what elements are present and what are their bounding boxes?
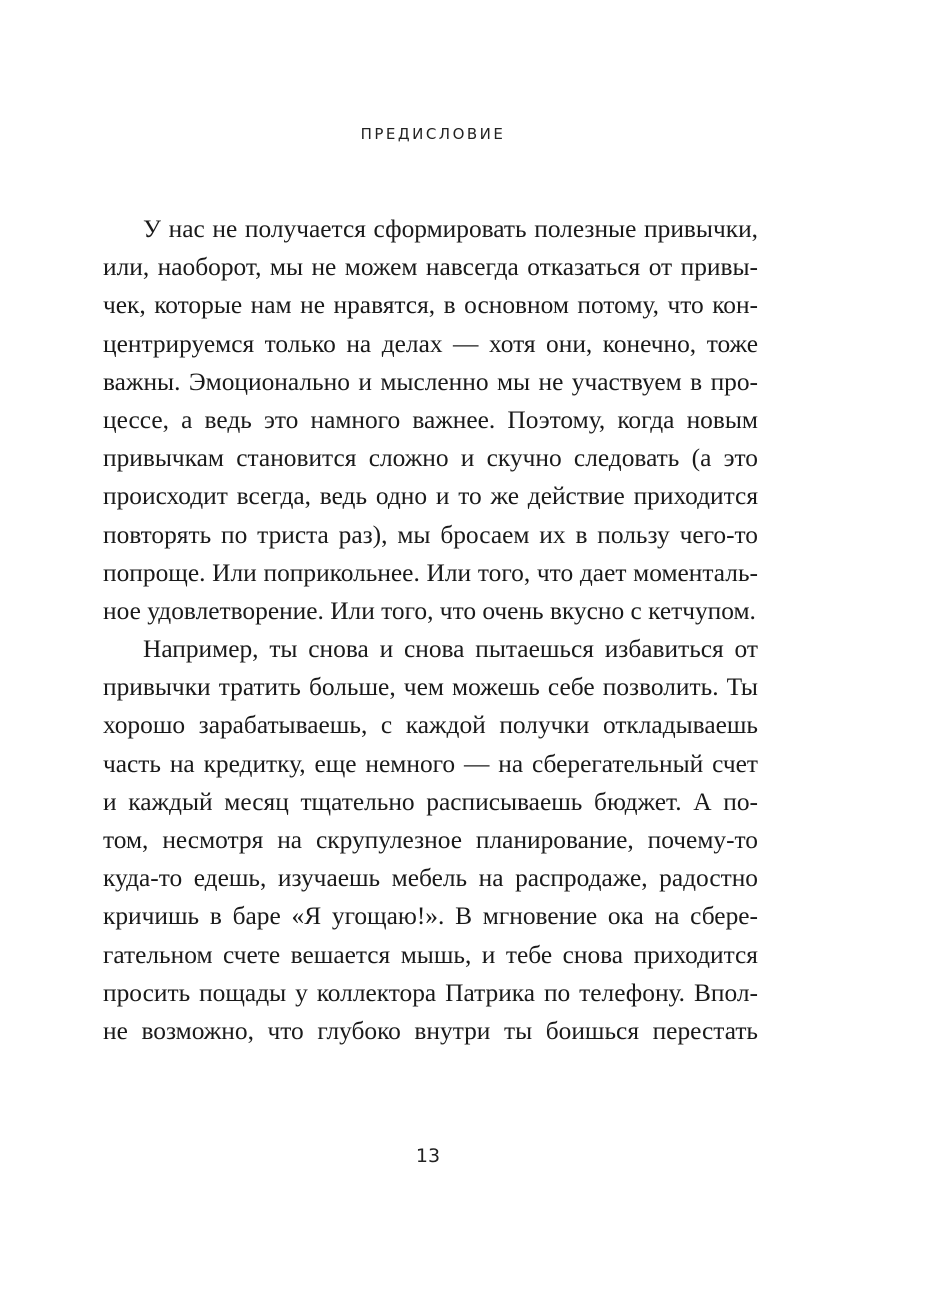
- text-line: центрируемся только на делах — хотя они, конечно, тоже: [103, 329, 758, 358]
- paragraph-2: [103, 630, 758, 1050]
- text-line: попроще. Или поприкольнее. Или того, что дает моменталь-: [103, 558, 758, 587]
- text-line: и каждый месяц тщательно расписываешь бюджет. А по-: [103, 787, 758, 816]
- text-line: привычки тратить больше, чем можешь себе позволить. Ты: [103, 673, 758, 702]
- text-line: просить пощады у коллектора Патрика по телефону. Впол-: [103, 978, 758, 1007]
- text-line: цессе, а ведь это намного важнее. Поэтому, когда новым: [103, 405, 758, 434]
- text-line: У нас не получается сформировать полезные привычки,: [143, 215, 758, 243]
- text-line: важны. Эмоционально и мысленно мы не участвуем в про-: [103, 367, 758, 396]
- text-line: не возможно, что глубоко внутри ты боишься перестать: [103, 1016, 758, 1045]
- text-line: часть на кредитку, еще немного — на сберегательный счет: [103, 749, 758, 778]
- body-text: [103, 210, 758, 1050]
- text-line: том, несмотря на скрупулезное планирование, почему-то: [103, 826, 758, 854]
- page-number: 13: [415, 1145, 441, 1167]
- running-head: ПРЕДИСЛОВИЕ: [360, 125, 506, 143]
- text-line: привычкам становится сложно и скучно следовать (а это: [103, 444, 758, 473]
- text-line: или, наоборот, мы не можем навсегда отказаться от привы-: [103, 253, 758, 282]
- paragraph-1: [103, 210, 758, 630]
- text-line: повторять по триста раз), мы бросаем их в пользу чего-то: [103, 520, 758, 549]
- text-line: кричишь в баре «Я угощаю!». В мгновение ока на сбере-: [103, 902, 758, 931]
- text-line: ное удовлетворение. Или того, что очень вкусно с кетчупом.: [103, 596, 756, 625]
- text-line: гательном счете вешается мышь, и тебе снова приходится: [103, 940, 758, 969]
- text-line: хорошо зарабатываешь, с каждой получки откладываешь: [103, 711, 758, 740]
- text-line: чек, которые нам не нравятся, в основном потому, что кон-: [103, 291, 758, 320]
- text-line: Например, ты снова и снова пытаешься избавиться от: [143, 635, 758, 664]
- text-line: происходит всегда, ведь одно и то же действие приходится: [103, 482, 758, 511]
- text-line: куда-то едешь, изучаешь мебель на распродаже, радостно: [103, 864, 758, 893]
